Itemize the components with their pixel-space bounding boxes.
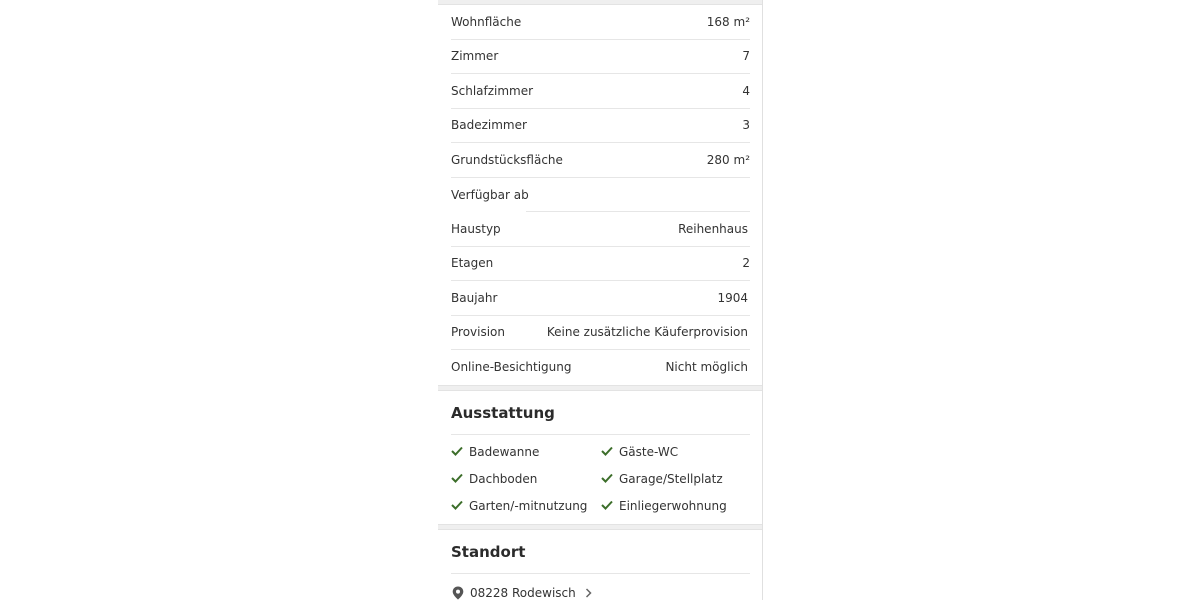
attribute-value: 4 (742, 83, 750, 98)
attribute-value: 280 m² (706, 152, 750, 167)
check-icon (451, 443, 469, 461)
ausstattung-title: Ausstattung (451, 391, 750, 435)
location-label: 08228 Rodewisch (470, 585, 576, 600)
attribute-row-haustyp (451, 212, 750, 247)
attribute-row-online-besichtigung (451, 350, 750, 385)
feature-label: Einliegerwohnung (619, 499, 727, 513)
attribute-label: Wohnfläche (451, 14, 522, 29)
feature-item (451, 439, 601, 466)
check-icon (451, 470, 469, 488)
attribute-row-etagen (451, 247, 750, 282)
attribute-label: Badezimmer (451, 118, 527, 133)
attribute-label: Online-Besichtigung (451, 360, 572, 375)
listing-details-panel (438, 0, 763, 600)
feature-label: Badewanne (469, 445, 540, 459)
attribute-row-grundstuecksflaeche (451, 143, 750, 178)
feature-item (451, 493, 601, 520)
attribute-row-badezimmer (451, 109, 750, 144)
location-link[interactable] (451, 574, 750, 612)
check-icon (451, 497, 469, 515)
attribute-row-schlafzimmer (451, 74, 750, 109)
attribute-value: 168 m² (706, 14, 750, 29)
attribute-value: Reihenhaus (678, 221, 748, 236)
attribute-list (438, 5, 762, 385)
attribute-value: 7 (742, 49, 750, 64)
attribute-label: Haustyp (451, 221, 501, 236)
attribute-label: Zimmer (451, 49, 499, 64)
check-icon (601, 497, 619, 515)
attribute-row-zimmer (451, 40, 750, 75)
attribute-value: 3 (742, 118, 750, 133)
map-pin-icon (451, 585, 470, 601)
attribute-value: Keine zusätzliche Käuferprovision (546, 325, 748, 340)
attribute-value: 2 (742, 256, 750, 271)
attribute-row-baujahr (451, 281, 750, 316)
ausstattung-section (438, 391, 762, 524)
chevron-right-icon (584, 587, 594, 599)
attribute-value: Nicht möglich (665, 360, 748, 375)
attribute-label: Grundstücksfläche (451, 152, 563, 167)
standort-section (438, 530, 762, 612)
feature-item (601, 493, 751, 520)
feature-grid (451, 435, 750, 524)
feature-label: Gäste-WC (619, 445, 679, 459)
check-icon (601, 443, 619, 461)
check-icon (601, 470, 619, 488)
attribute-label: Baujahr (451, 290, 498, 305)
feature-item (451, 466, 601, 493)
attribute-row-wohnflaeche (451, 5, 750, 40)
feature-label: Garage/Stellplatz (619, 472, 723, 486)
attribute-row-verfuegbar (451, 178, 750, 213)
feature-label: Dachboden (469, 472, 538, 486)
attribute-row-provision (451, 316, 750, 351)
attribute-label: Schlafzimmer (451, 83, 534, 98)
feature-item (601, 466, 751, 493)
feature-label: Garten/-mitnutzung (469, 499, 588, 513)
standort-title: Standort (451, 530, 750, 574)
attribute-label: Provision (451, 325, 506, 340)
attribute-value: 1904 (717, 290, 748, 305)
attribute-label: Verfügbar ab (451, 187, 529, 202)
attribute-label: Etagen (451, 256, 494, 271)
feature-item (601, 439, 751, 466)
